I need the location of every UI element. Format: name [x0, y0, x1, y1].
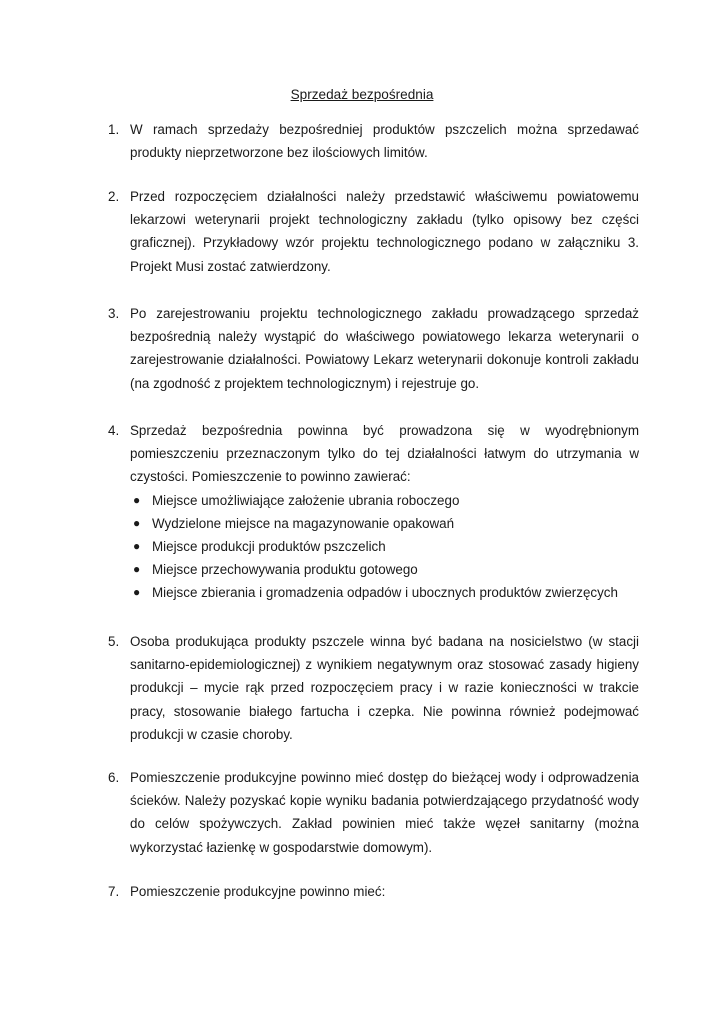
item-number: 3.	[108, 306, 120, 321]
bullet-item	[130, 512, 639, 535]
bullet-item	[130, 489, 639, 512]
list-item-7	[108, 880, 639, 903]
item-number: 5.	[108, 634, 120, 649]
document-title: Sprzedaż bezpośrednia	[290, 87, 434, 102]
item-number: 1.	[108, 122, 120, 137]
bullet-text: Wydzielone miejsce na magazynowanie opakowań	[152, 515, 455, 531]
item-text: Pomieszczenie produkcyjne powinno mieć dostęp do bieżącej wody i odprowadzenia ścieków. Należy pozyskać kopie wyniku badania potwierdzającego przydatność wody do celów spożywczych. Zakład powinien mieć także węzeł sanitarny (można wykorzystać łazienkę w gospodarstwie domowym).	[130, 770, 639, 855]
bullet-text: Miejsce przechowywania produktu gotowego	[152, 562, 418, 578]
list-item-4	[108, 419, 639, 605]
item-text: W ramach sprzedaży bezpośredniej produktów pszczelich można sprzedawać produkty nieprzetworzone bez ilościowych limitów.	[130, 122, 639, 161]
bullet-icon: ●	[133, 515, 141, 530]
bullet-text: Miejsce produkcji produktów pszczelich	[152, 539, 386, 555]
bullet-icon: ●	[133, 539, 141, 554]
bullet-item	[130, 558, 639, 581]
bullet-item	[130, 535, 639, 558]
bullet-text: Miejsce zbierania i gromadzenia odpadów i ubocznych produktów zwierzęcych	[152, 585, 618, 601]
list-item-1	[108, 118, 639, 164]
item-number: 4.	[108, 423, 120, 438]
item-text: Pomieszczenie produkcyjne powinno mieć:	[130, 884, 386, 899]
item-text: Przed rozpoczęciem działalności należy przedstawić właściwemu powiatowemu lekarzowi weterynarii projekt technologiczny zakładu (tylko opisowy bez części graficznej). Przykładowy wzór projektu technologicznego podano w załączniku 3. Projekt Musi zostać zatwierdzony.	[130, 189, 639, 274]
bullet-icon: ●	[133, 585, 141, 600]
bullet-icon: ●	[133, 562, 141, 577]
list-item-3	[108, 302, 639, 395]
item-number: 6.	[108, 770, 120, 785]
item-number: 2.	[108, 189, 120, 204]
list-item-5	[108, 630, 639, 746]
item-text: Sprzedaż bezpośrednia powinna być prowadzona się w wyodrębnionym pomieszczeniu przeznaczonym tylko do tej działalności łatwym do utrzymania w czystości. Pomieszczenie to powinno zawierać:	[130, 423, 639, 485]
item-text: Po zarejestrowaniu projektu technologicznego zakładu prowadzącego sprzedaż bezpośrednią należy wystąpić do właściwego powiatowego lekarza weterynarii o zarejestrowanie działalności. Powiatowy Lekarz weterynarii dokonuje kontroli zakładu (na zgodność z projektem technologicznym) i rejestruje go.	[130, 306, 639, 391]
list-item-6	[108, 766, 639, 859]
bullet-list	[130, 489, 639, 605]
bullet-text: Miejsce umożliwiające założenie ubrania roboczego	[152, 492, 460, 508]
item-text: Osoba produkująca produkty pszczele winna być badana na nosicielstwo (w stacji sanitarno-epidemiologicznej) z wynikiem negatywnym oraz stosować zasady higieny produkcji – mycie rąk przed rozpoczęciem pracy i w razie konieczności w trakcie pracy, stosowanie białego fartucha i czepka. Nie powinna również podejmować produkcji w czasie choroby.	[130, 634, 639, 742]
bullet-item	[130, 581, 639, 604]
list-item-2	[108, 185, 639, 278]
bullet-icon: ●	[133, 492, 141, 507]
item-number: 7.	[108, 884, 120, 899]
